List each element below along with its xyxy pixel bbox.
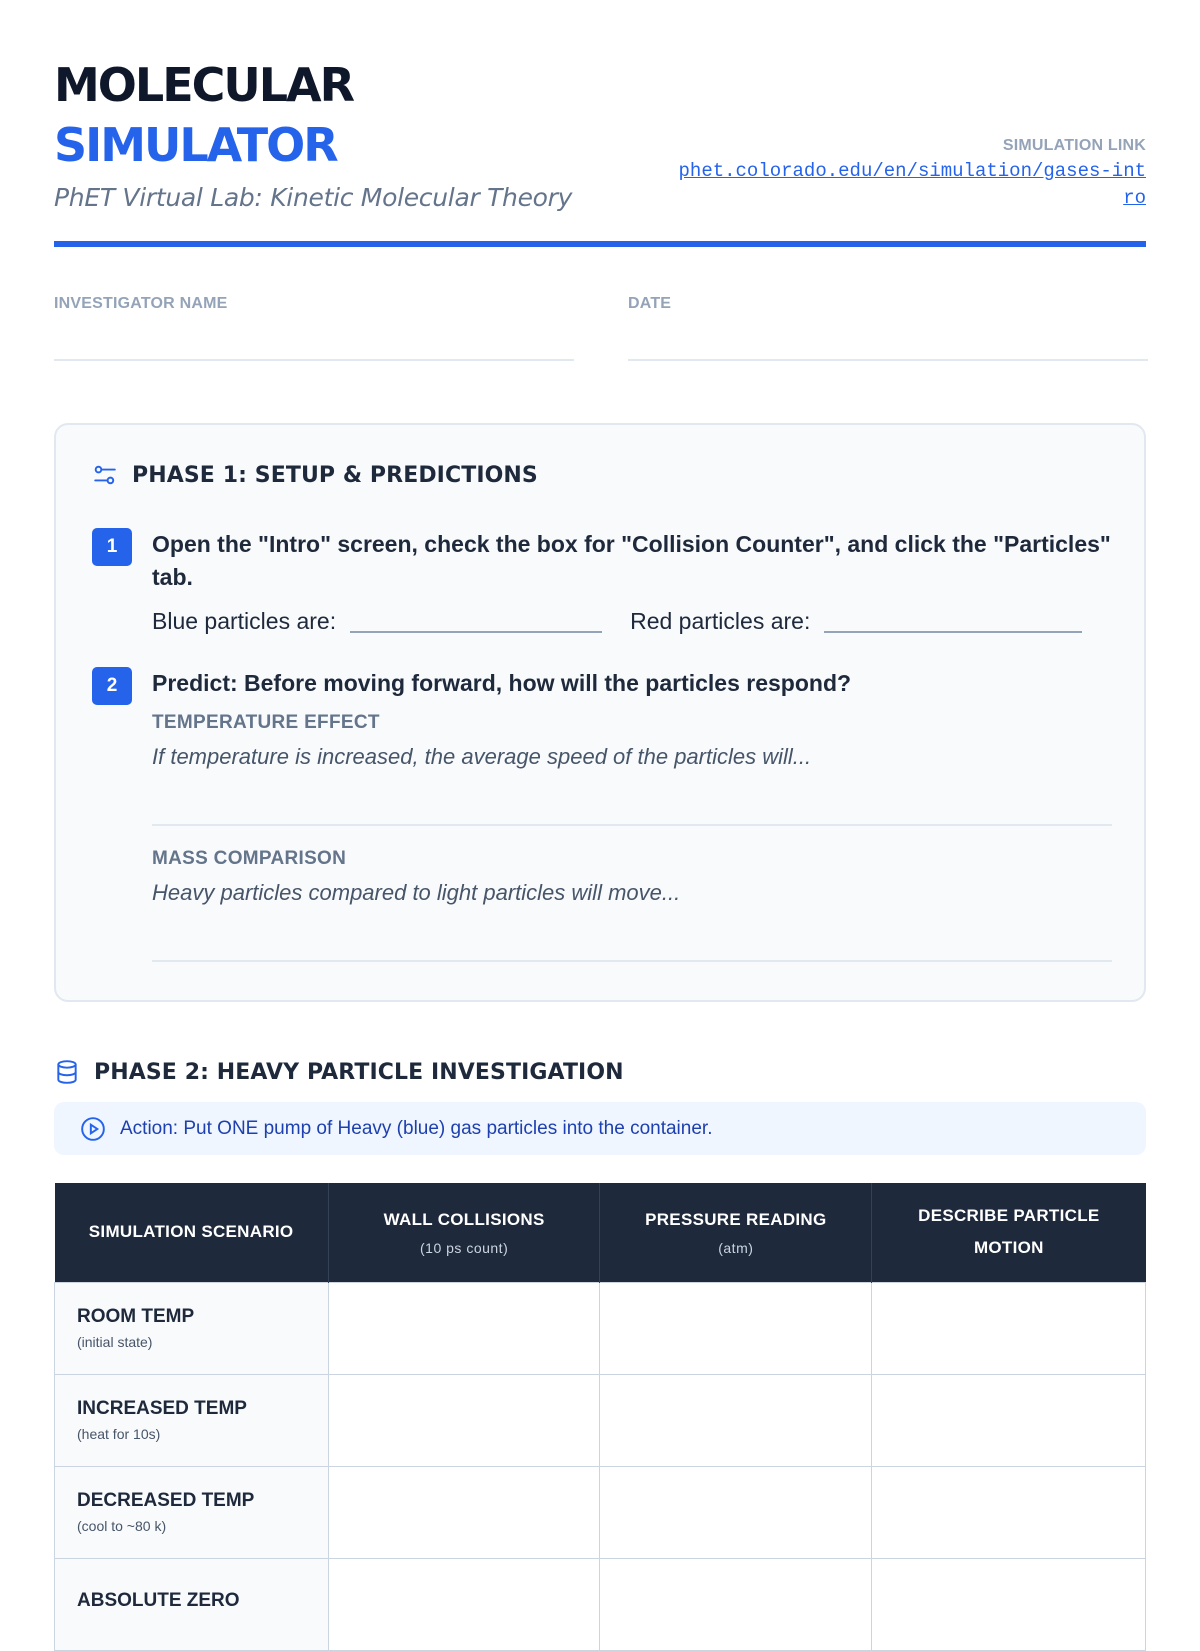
header-motion-title: DESCRIBE PARTICLE MOTION [918,1206,1100,1258]
header-wall-collisions [328,1183,600,1282]
header-simulation-scenario [55,1183,329,1282]
table-row [55,1282,1146,1374]
temperature-effect-answer-line[interactable] [152,824,1112,826]
step-1-text: Open the "Intro" screen, check the box for "Collision Counter", and click the "Particles" tab. [152,531,1111,590]
page-header [54,55,1146,245]
pressure-cell[interactable] [600,1374,872,1466]
table-header-row [55,1183,1146,1282]
table-row [55,1466,1146,1558]
temperature-effect-prompt: If temperature is increased, the average speed of the particles will... [152,744,812,769]
scenario-cell [55,1466,329,1558]
page-subtitle: PhET Virtual Lab: Kinetic Molecular Theory [54,183,573,212]
wall-collisions-cell[interactable] [328,1282,600,1374]
scenario-note: (cool to ~80 k) [77,1518,167,1534]
investigator-name-field[interactable] [54,295,574,361]
scenario-name: DECREASED TEMP [77,1490,255,1511]
investigator-name-label: INVESTIGATOR NAME [54,295,228,312]
red-particles-answer-line[interactable] [824,631,1082,633]
blue-particles-label: Blue particles are: [152,608,337,634]
heavy-particle-data-table [54,1183,1146,1651]
scenario-cell [55,1374,329,1466]
page-title-line1: MOLECULAR [54,58,354,112]
header-scenario-title: SIMULATION SCENARIO [88,1222,294,1242]
step-1-badge: 1 [92,528,132,566]
database-icon [54,1059,80,1085]
play-circle-icon [80,1116,106,1142]
mass-comparison-label: MASS COMPARISON [152,848,347,869]
header-wall-collisions-unit: (10 ps count) [420,1240,509,1257]
mass-comparison-prompt: Heavy particles compared to light particles will move... [152,880,681,905]
motion-cell[interactable] [872,1558,1146,1650]
motion-cell[interactable] [872,1282,1146,1374]
header-pressure-unit: (atm) [718,1240,754,1257]
pressure-cell[interactable] [600,1558,872,1650]
action-text: Action: Put ONE pump of Heavy (blue) gas particles into the container. [120,1117,713,1139]
simulation-link[interactable]: phet.colorado.edu/en/simulation/gases-intro [678,160,1146,209]
page-title-line2: SIMULATOR [54,118,337,172]
phase1-card [54,423,1146,1002]
phase2-title: PHASE 2: HEAVY PARTICLE INVESTIGATION [94,1059,624,1085]
header-pressure-reading [600,1183,872,1282]
sliders-icon [92,462,118,488]
wall-collisions-cell[interactable] [328,1558,600,1650]
step-1 [92,528,1112,635]
date-line [628,359,1148,361]
particle-color-row [152,608,1112,635]
date-label: DATE [628,295,672,312]
pressure-cell[interactable] [600,1282,872,1374]
header-wall-collisions-title: WALL COLLISIONS [383,1210,545,1230]
wall-collisions-cell[interactable] [328,1466,600,1558]
scenario-name: ROOM TEMP [77,1306,195,1327]
date-field[interactable] [628,295,1148,361]
investigator-name-line [54,359,574,361]
table-row [55,1374,1146,1466]
step-2-text: Predict: Before moving forward, how will the particles respond? [152,670,852,696]
motion-cell[interactable] [872,1466,1146,1558]
step-2 [92,667,1112,962]
header-describe-motion [872,1183,1146,1282]
phase1-title: PHASE 1: SETUP & PREDICTIONS [132,462,538,488]
header-divider [54,241,1146,247]
action-callout [54,1102,1146,1155]
scenario-cell [55,1282,329,1374]
simulation-link-label: SIMULATION LINK [1002,137,1146,154]
scenario-name: INCREASED TEMP [77,1398,247,1419]
wall-collisions-cell[interactable] [328,1374,600,1466]
motion-cell[interactable] [872,1374,1146,1466]
step-2-badge: 2 [92,667,132,705]
simulation-link-block [676,137,1146,212]
red-particles-label: Red particles are: [630,608,811,634]
temperature-effect-label: TEMPERATURE EFFECT [152,712,380,733]
mass-comparison-answer-line[interactable] [152,960,1112,962]
scenario-note: (heat for 10s) [77,1426,161,1442]
scenario-cell [55,1558,329,1650]
blue-particles-answer-line[interactable] [350,631,602,633]
phase1-header [92,462,538,488]
header-pressure-title: PRESSURE READING [645,1210,827,1230]
scenario-name: ABSOLUTE ZERO [77,1590,240,1611]
pressure-cell[interactable] [600,1466,872,1558]
scenario-note: (initial state) [77,1334,153,1350]
phase2-header [54,1059,624,1085]
table-row [55,1558,1146,1650]
